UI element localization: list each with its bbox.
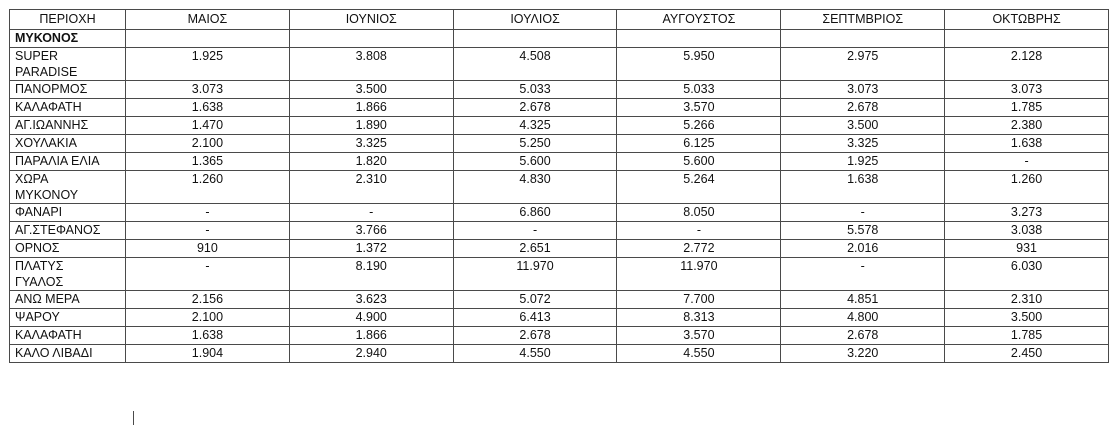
value-cell-june: 4.900 — [289, 309, 453, 327]
area-name-line: ΦΑΝΑΡΙ — [15, 205, 63, 219]
area-name — [10, 309, 126, 327]
value-cell-august: 11.970 — [617, 258, 781, 291]
header-may: ΜΑΙΟΣ — [126, 10, 290, 30]
price-table-body — [10, 10, 1109, 363]
value-cell-may: 2.156 — [126, 291, 290, 309]
area-name-line: ΧΩΡΑ — [15, 172, 49, 186]
area-name — [10, 117, 126, 135]
value-cell-july: 5.033 — [453, 81, 617, 99]
area-name — [10, 48, 126, 81]
value-cell-september: 2.678 — [781, 99, 945, 117]
table-tail-line — [133, 411, 134, 425]
table-row — [10, 153, 1109, 171]
value-cell-september: 4.800 — [781, 309, 945, 327]
table-row — [10, 258, 1109, 291]
value-cell-october: 3.500 — [945, 309, 1109, 327]
value-cell-october: 931 — [945, 240, 1109, 258]
value-cell-may: 1.365 — [126, 153, 290, 171]
value-cell-june: 3.623 — [289, 291, 453, 309]
header-june: ΙΟΥΝΙΟΣ — [289, 10, 453, 30]
value-cell-may: 910 — [126, 240, 290, 258]
value-cell-july: 4.508 — [453, 48, 617, 81]
value-cell-july: 4.325 — [453, 117, 617, 135]
value-cell-july: 6.413 — [453, 309, 617, 327]
table-row — [10, 309, 1109, 327]
value-cell-september: 3.073 — [781, 81, 945, 99]
area-name — [10, 99, 126, 117]
area-name-line: ΑΓ.ΣΤΕΦΑΝΟΣ — [15, 223, 101, 237]
value-cell-may: 2.100 — [126, 309, 290, 327]
header-september: ΣΕΠΤΜΒΡΙΟΣ — [781, 10, 945, 30]
value-cell-september: 1.638 — [781, 171, 945, 204]
value-cell-july: 5.072 — [453, 291, 617, 309]
value-cell-august: 5.033 — [617, 81, 781, 99]
value-cell-june: - — [289, 204, 453, 222]
area-name-line: ΨΑΡΟΥ — [15, 310, 60, 324]
value-cell-october: 1.638 — [945, 135, 1109, 153]
value-cell-august: 2.772 — [617, 240, 781, 258]
table-row — [10, 171, 1109, 204]
value-cell-october: - — [945, 153, 1109, 171]
value-cell-september: - — [781, 258, 945, 291]
value-cell-august: 5.264 — [617, 171, 781, 204]
header-july: ΙΟΥΛΙΟΣ — [453, 10, 617, 30]
area-name — [10, 222, 126, 240]
table-row — [10, 222, 1109, 240]
table-row — [10, 240, 1109, 258]
table-row — [10, 204, 1109, 222]
area-name-line: ΧΟΥΛΑΚΙΑ — [15, 136, 77, 150]
value-cell-july: - — [453, 222, 617, 240]
area-name — [10, 327, 126, 345]
table-row — [10, 81, 1109, 99]
area-name-line: ΚΑΛΑΦΑΤΗ — [15, 100, 82, 114]
area-name — [10, 204, 126, 222]
table-row — [10, 48, 1109, 81]
value-cell-may: 2.100 — [126, 135, 290, 153]
header-august: ΑΥΓΟΥΣΤΟΣ — [617, 10, 781, 30]
value-cell-august: 8.050 — [617, 204, 781, 222]
value-cell-june: 1.890 — [289, 117, 453, 135]
value-cell-may: - — [126, 222, 290, 240]
area-name-line: ΠΛΑΤΥΣ — [15, 259, 64, 273]
section-label: ΜΥΚΟΝΟΣ — [10, 30, 126, 48]
value-cell-october: 2.128 — [945, 48, 1109, 81]
value-cell-august: 6.125 — [617, 135, 781, 153]
area-name — [10, 153, 126, 171]
value-cell-may: 1.260 — [126, 171, 290, 204]
value-cell-may: 3.073 — [126, 81, 290, 99]
value-cell-may: 1.470 — [126, 117, 290, 135]
value-cell-september: 2.016 — [781, 240, 945, 258]
value-cell-june: 1.866 — [289, 327, 453, 345]
area-name-line: ΜΥΚΟΝΟΥ — [15, 188, 79, 202]
value-cell-october: 2.380 — [945, 117, 1109, 135]
value-cell-september: 3.220 — [781, 345, 945, 363]
value-cell-september: 5.578 — [781, 222, 945, 240]
area-name-line: ΓΥΑΛΟΣ — [15, 275, 64, 289]
section-cell — [781, 30, 945, 48]
price-table — [9, 9, 1109, 363]
value-cell-june: 1.820 — [289, 153, 453, 171]
area-name — [10, 81, 126, 99]
value-cell-august: 5.950 — [617, 48, 781, 81]
value-cell-june: 1.372 — [289, 240, 453, 258]
area-name — [10, 171, 126, 204]
value-cell-june: 1.866 — [289, 99, 453, 117]
area-name-line: ΠΑΡΑΛΙΑ ΕΛΙΑ — [15, 154, 100, 168]
value-cell-october: 2.310 — [945, 291, 1109, 309]
area-name-line: SUPER — [15, 49, 59, 63]
section-cell — [945, 30, 1109, 48]
value-cell-october: 3.073 — [945, 81, 1109, 99]
header-october: ΟΚΤΩΒΡΗΣ — [945, 10, 1109, 30]
header-area: ΠΕΡΙΟΧΗ — [10, 10, 126, 30]
area-name-line: ΚΑΛΑΦΑΤΗ — [15, 328, 82, 342]
value-cell-august: 7.700 — [617, 291, 781, 309]
value-cell-may: - — [126, 204, 290, 222]
value-cell-october: 3.273 — [945, 204, 1109, 222]
value-cell-october: 1.260 — [945, 171, 1109, 204]
section-cell — [126, 30, 290, 48]
section-cell — [617, 30, 781, 48]
area-name — [10, 345, 126, 363]
section-cell — [289, 30, 453, 48]
value-cell-may: 1.638 — [126, 327, 290, 345]
value-cell-october: 2.450 — [945, 345, 1109, 363]
table-row — [10, 345, 1109, 363]
value-cell-june: 3.500 — [289, 81, 453, 99]
value-cell-june: 3.325 — [289, 135, 453, 153]
area-name — [10, 240, 126, 258]
value-cell-september: 1.925 — [781, 153, 945, 171]
value-cell-june: 2.940 — [289, 345, 453, 363]
value-cell-september: - — [781, 204, 945, 222]
value-cell-october: 1.785 — [945, 327, 1109, 345]
area-name-line: ΑΓ.ΙΩΑΝΝΗΣ — [15, 118, 89, 132]
value-cell-august: 8.313 — [617, 309, 781, 327]
value-cell-july: 6.860 — [453, 204, 617, 222]
value-cell-july: 2.678 — [453, 99, 617, 117]
area-name — [10, 291, 126, 309]
value-cell-october: 6.030 — [945, 258, 1109, 291]
header-row — [10, 10, 1109, 30]
value-cell-october: 3.038 — [945, 222, 1109, 240]
table-row — [10, 327, 1109, 345]
value-cell-june: 3.808 — [289, 48, 453, 81]
table-row — [10, 291, 1109, 309]
value-cell-september: 2.678 — [781, 327, 945, 345]
area-name-line: ΠΑΝΟΡΜΟΣ — [15, 82, 88, 96]
value-cell-august: 5.266 — [617, 117, 781, 135]
area-name-line: ΑΝΩ ΜΕΡΑ — [15, 292, 80, 306]
value-cell-july: 5.250 — [453, 135, 617, 153]
value-cell-june: 8.190 — [289, 258, 453, 291]
section-row — [10, 30, 1109, 48]
area-name-line: PARADISE — [15, 65, 78, 79]
table-row — [10, 135, 1109, 153]
table-row — [10, 99, 1109, 117]
value-cell-may: 1.925 — [126, 48, 290, 81]
section-cell — [453, 30, 617, 48]
value-cell-september: 2.975 — [781, 48, 945, 81]
value-cell-may: - — [126, 258, 290, 291]
value-cell-july: 2.651 — [453, 240, 617, 258]
value-cell-july: 5.600 — [453, 153, 617, 171]
value-cell-july: 11.970 — [453, 258, 617, 291]
value-cell-september: 3.325 — [781, 135, 945, 153]
value-cell-june: 2.310 — [289, 171, 453, 204]
value-cell-september: 3.500 — [781, 117, 945, 135]
area-name-line: ΟΡΝΟΣ — [15, 241, 60, 255]
value-cell-july: 4.550 — [453, 345, 617, 363]
value-cell-september: 4.851 — [781, 291, 945, 309]
value-cell-july: 4.830 — [453, 171, 617, 204]
value-cell-july: 2.678 — [453, 327, 617, 345]
value-cell-october: 1.785 — [945, 99, 1109, 117]
area-name-line: ΚΑΛΟ ΛΙΒΑΔΙ — [15, 346, 93, 360]
value-cell-may: 1.904 — [126, 345, 290, 363]
table-row — [10, 117, 1109, 135]
area-name — [10, 135, 126, 153]
value-cell-august: 3.570 — [617, 327, 781, 345]
value-cell-august: - — [617, 222, 781, 240]
value-cell-august: 4.550 — [617, 345, 781, 363]
area-name — [10, 258, 126, 291]
value-cell-june: 3.766 — [289, 222, 453, 240]
value-cell-august: 3.570 — [617, 99, 781, 117]
value-cell-august: 5.600 — [617, 153, 781, 171]
value-cell-may: 1.638 — [126, 99, 290, 117]
